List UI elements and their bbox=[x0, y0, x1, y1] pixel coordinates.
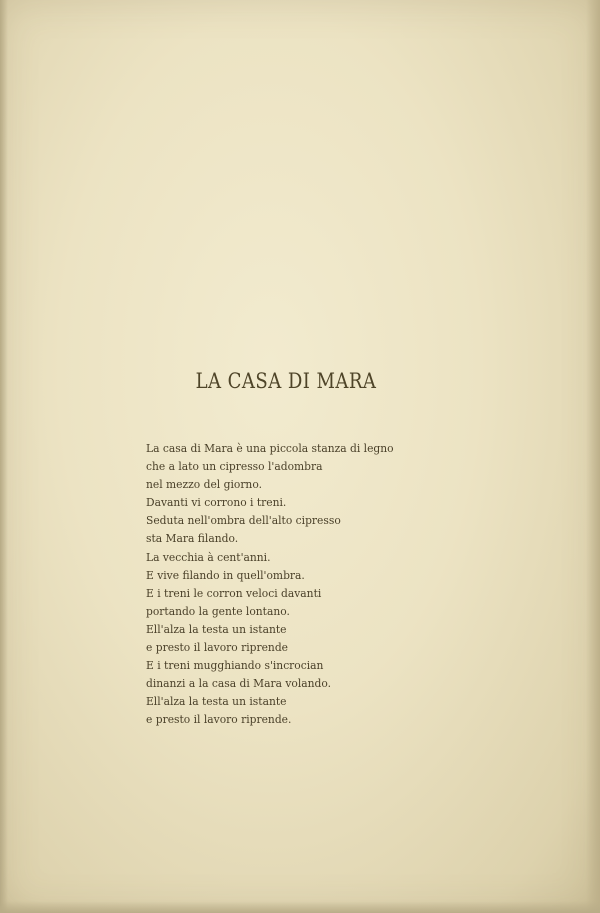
poem-line: portando la gente lontano. bbox=[146, 603, 290, 618]
poem-line: nel mezzo del giorno. bbox=[146, 477, 262, 492]
poem-line: La casa di Mara è una piccola stanza di legno bbox=[146, 441, 394, 455]
poem-line: E i treni mugghiando s'incrocian bbox=[146, 658, 324, 673]
poem-line: Davanti vi corrono i treni. bbox=[146, 495, 287, 510]
page-edge-right bbox=[586, 0, 600, 913]
poem-title: LA CASA DI MARA bbox=[195, 369, 377, 393]
poem-line: Ell'alza la testa un istante bbox=[146, 621, 287, 636]
poem-line: e presto il lavoro riprende. bbox=[146, 712, 292, 727]
page-edge-left bbox=[0, 0, 8, 913]
poem-body bbox=[146, 439, 394, 729]
poem-line: che a lato un cipresso l'adombra bbox=[146, 459, 323, 474]
poem-line: La vecchia à cent'anni. bbox=[146, 549, 271, 564]
poem-line: e presto il lavoro riprende bbox=[146, 640, 288, 655]
poem-line: dinanzi a la casa di Mara volando. bbox=[146, 676, 332, 691]
poem-line: sta Mara filando. bbox=[146, 531, 239, 546]
poem-line: Seduta nell'ombra dell'alto cipresso bbox=[146, 513, 341, 528]
poem-line: Ell'alza la testa un istante bbox=[146, 694, 287, 709]
poem-line: E vive filando in quell'ombra. bbox=[146, 567, 305, 582]
poem-line: E i treni le corron veloci davanti bbox=[146, 585, 322, 600]
page-edge-bottom bbox=[0, 901, 600, 913]
